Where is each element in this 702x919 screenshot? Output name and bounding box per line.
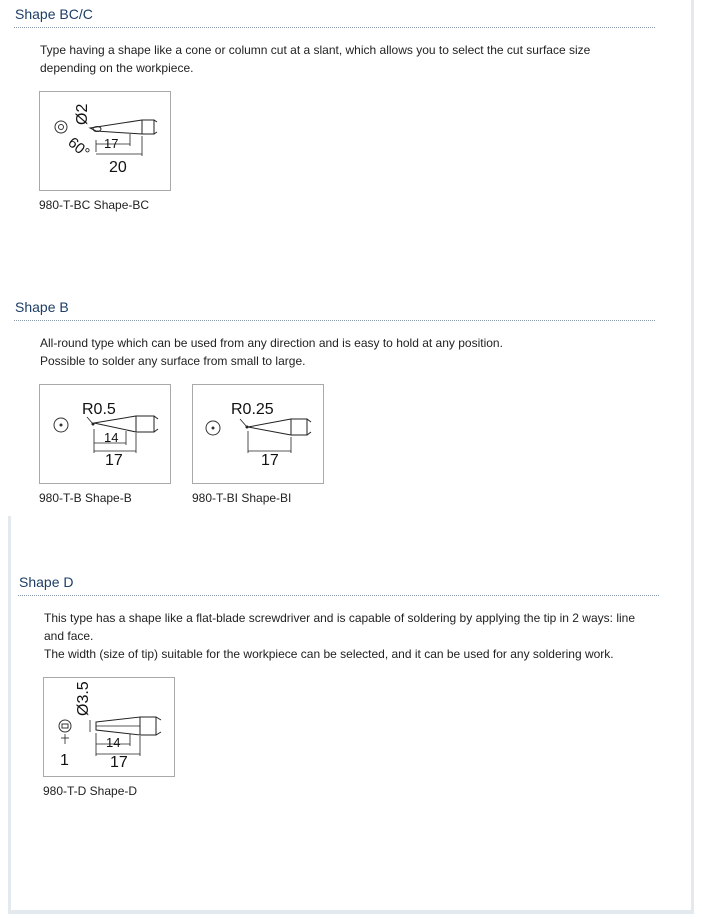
tip-drawing	[40, 92, 170, 190]
description-paragraph: This type has a shape like a flat-blade screwdriver and is capable of soldering by applying the tip in 2 ways: line and face.	[44, 611, 635, 643]
section-description	[40, 41, 655, 77]
dim-thickness: 1	[60, 752, 69, 769]
section-shape-b	[14, 298, 655, 505]
page-frame-left	[8, 516, 11, 914]
dim-diameter: Ø2	[74, 103, 91, 125]
dim-width: Ø3.5	[75, 681, 92, 716]
tip-diagram-b[interactable]	[39, 384, 171, 484]
tip-diagram-bc[interactable]	[39, 91, 171, 191]
page-frame-right	[691, 0, 694, 912]
dim-angle: 60°	[64, 134, 93, 162]
tip-drawing	[40, 385, 170, 483]
dim-outer: 20	[109, 159, 127, 176]
tip-item-bc	[39, 91, 171, 212]
section-title: Shape B	[14, 298, 655, 321]
tip-list	[39, 91, 655, 212]
section-description	[44, 609, 659, 663]
section-title: Shape D	[18, 573, 659, 596]
page-frame-bottom	[10, 910, 694, 914]
dim-radius: R0.25	[231, 401, 274, 418]
dim-inner: 14	[104, 430, 119, 445]
tip-caption: 980-T-B Shape-B	[39, 491, 132, 505]
tip-drawing	[44, 678, 174, 776]
section-title: Shape BC/C	[14, 5, 655, 28]
description-paragraph: The width (size of tip) suitable for the workpiece can be selected, and it can be used for any soldering work.	[44, 647, 614, 661]
tip-list	[43, 677, 659, 798]
section-shape-bc	[14, 5, 655, 212]
tip-item-b	[39, 384, 171, 505]
description-paragraph: All-round type which can be used from any direction and is easy to hold at any position.	[40, 336, 503, 350]
dim-outer: 17	[261, 452, 279, 469]
tip-list	[39, 384, 655, 505]
tip-caption: 980-T-D Shape-D	[43, 784, 138, 798]
tip-caption: 980-T-BI Shape-BI	[192, 491, 292, 505]
dim-inner: 14	[106, 735, 121, 750]
tip-drawing	[193, 385, 323, 483]
tip-diagram-bi[interactable]	[192, 384, 324, 484]
dim-inner: 17	[104, 136, 119, 151]
section-shape-d	[18, 573, 659, 798]
tip-item-bi	[192, 384, 324, 505]
tip-item-d	[43, 677, 175, 798]
dim-radius: R0.5	[82, 401, 116, 418]
dim-outer: 17	[105, 452, 123, 469]
section-description	[40, 334, 655, 370]
description-paragraph: Type having a shape like a cone or column cut at a slant, which allows you to select the cut surface size depending on the workpiece.	[40, 43, 591, 75]
dim-outer: 17	[110, 754, 128, 771]
tip-caption: 980-T-BC Shape-BC	[39, 198, 150, 212]
description-paragraph: Possible to solder any surface from small to large.	[40, 354, 306, 368]
tip-diagram-d[interactable]	[43, 677, 175, 777]
